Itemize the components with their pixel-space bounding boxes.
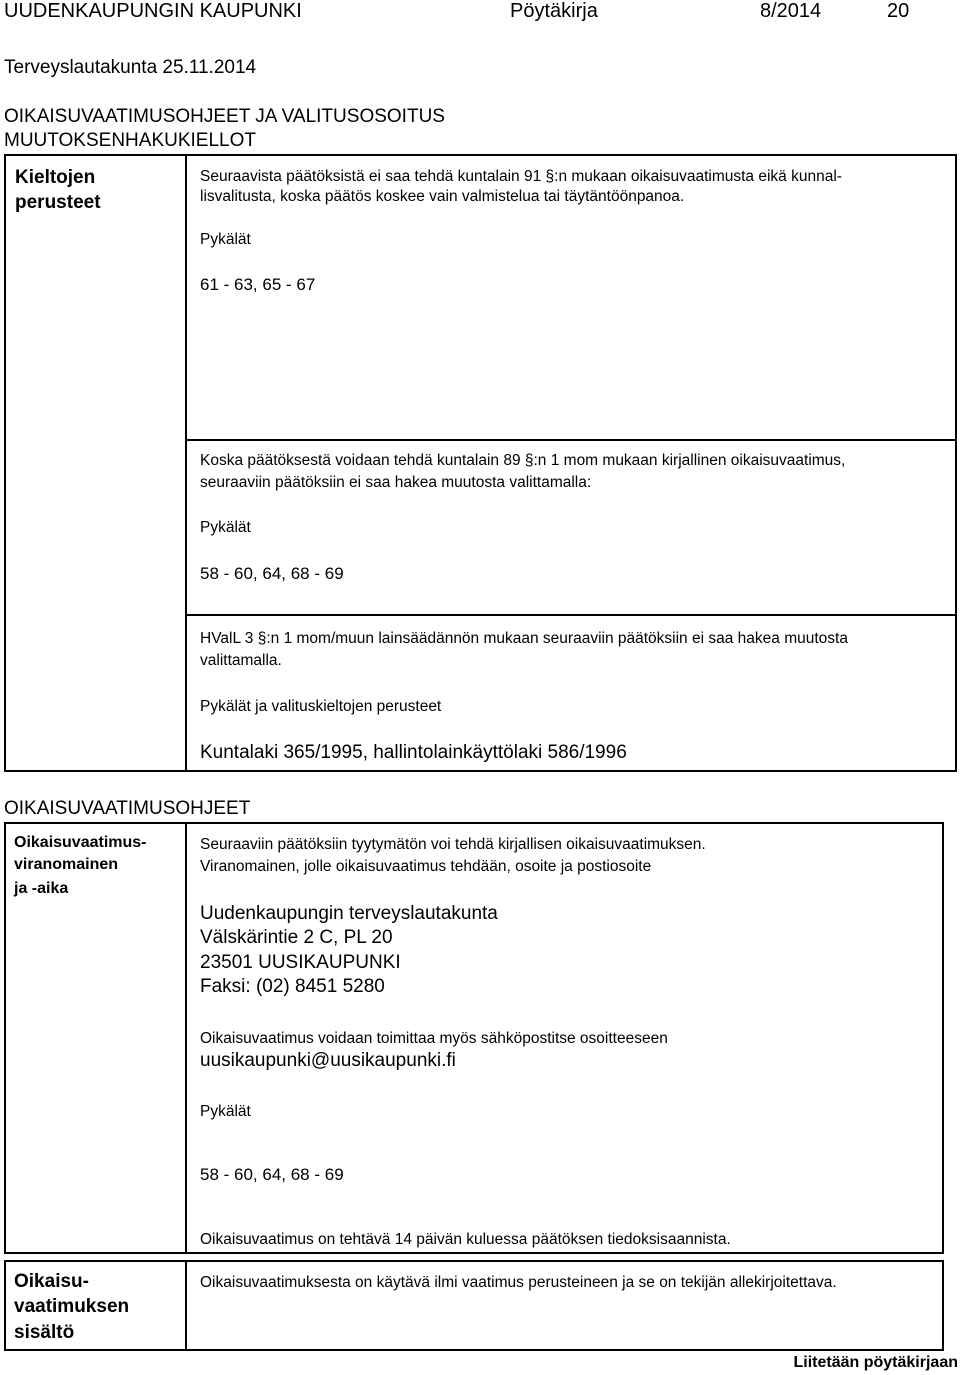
prohibitions-para2-line1: Koska päätöksestä voidaan tehdä kuntalain 89 §:n 1 mom mukaan kirjallinen oikaisuvaatimus, [200,452,846,469]
sections-label-2: Pykälät [200,519,251,536]
footer-note: Liitetään pöytäkirjaan [793,1354,958,1371]
prohibitions-para3-line1: HValL 3 §:n 1 mom/muun lainsäädännön mukaan seuraaviin päätöksiin ei saa hakea muutosta [200,630,848,647]
authority-line2: Viranomainen, jolle oikaisuvaatimus tehdään, osoite ja postiosoite [200,858,652,875]
authority-sections-list: 58 - 60, 64, 68 - 69 [200,1165,344,1184]
page-title: OIKAISUVAATIMUSOHJEET JA VALITUSOSOITUS [4,106,445,127]
address-fax: Faksi: (02) 8451 5280 [200,976,385,997]
authority-label-line2: viranomainen [14,856,119,873]
prohibitions-label-line2: perusteet [15,192,101,213]
prohibitions-separator-2 [185,614,957,616]
page-number: 20 [887,0,910,22]
authority-line1: Seuraaviin päätöksiin tyytymätön voi tehdä kirjallisen oikaisuvaatimuksen. [200,836,706,853]
prohibitions-intro-line2: lisvalitusta, koska päätös koskee vain valmistelua tai täytäntöönpanoa. [200,188,685,205]
prohibitions-divider [185,154,187,772]
content-divider [185,1260,187,1351]
email-address[interactable]: uusikaupunki@uusikaupunki.fi [200,1050,456,1071]
authority-sections-label: Pykälät [200,1103,251,1120]
organization-name: UUDENKAUPUNGIN KAUPUNKI [4,0,302,22]
address-postal: 23501 UUSIKAUPUNKI [200,952,401,973]
content-label-line1: Oikaisu- [14,1271,89,1292]
sections-list-2: 58 - 60, 64, 68 - 69 [200,564,344,583]
authority-label-line1: Oikaisuvaatimus- [14,834,147,851]
prohibitions-label-line1: Kieltojen [15,167,96,188]
section-title-appeal: OIKAISUVAATIMUSOHJEET [4,798,251,819]
meeting-info: Terveyslautakunta 25.11.2014 [4,57,257,78]
appeal-deadline: Oikaisuvaatimus on tehtävä 14 päivän kuluessa päätöksen tiedoksisaannista. [200,1231,731,1248]
sections-list-1: 61 - 63, 65 - 67 [200,275,316,294]
document-number: 8/2014 [760,0,822,22]
content-label-line3: sisältö [14,1322,75,1343]
address-name: Uudenkaupungin terveyslautakunta [200,903,498,924]
prohibitions-separator-1 [185,439,957,441]
content-label-line2: vaatimuksen [14,1296,130,1317]
email-intro: Oikaisuvaatimus voidaan toimittaa myös sähköpostitse osoitteeseen [200,1030,668,1047]
section-title-prohibitions: MUUTOKSENHAKUKIELLOT [4,130,256,151]
document-type: Pöytäkirja [510,0,598,22]
prohibitions-para2-line2: seuraaviin päätöksiin ei saa hakea muutosta valittamalla: [200,474,592,491]
authority-label-line3: ja -aika [14,880,69,897]
prohibitions-para3-line2: valittamalla. [200,652,282,669]
sections-label-3: Pykälät ja valituskieltojen perusteet [200,698,442,715]
address-street: Välskärintie 2 C, PL 20 [200,927,393,948]
authority-divider [185,822,187,1254]
prohibitions-intro-line1: Seuraavista päätöksistä ei saa tehdä kuntalain 91 §:n mukaan oikaisuvaatimusta eikä kunnal- [200,168,842,185]
sections-label-1: Pykälät [200,231,251,248]
content-text: Oikaisuvaatimuksesta on käytävä ilmi vaatimus perusteineen ja se on tekijän allekirjoitettava. [200,1274,837,1291]
appeal-prohibition-grounds: Kuntalaki 365/1995, hallintolainkäyttölaki 586/1996 [200,742,627,763]
